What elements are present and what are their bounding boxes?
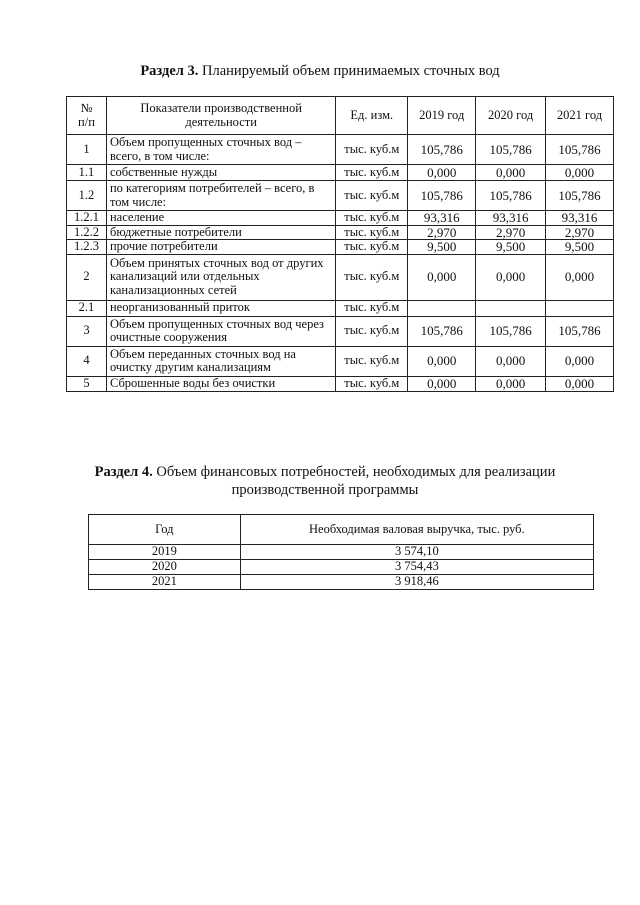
row-value-2021	[546, 300, 614, 316]
row-indicator: Сброшенные воды без очистки	[106, 376, 335, 391]
row-revenue: 3 754,43	[240, 560, 593, 575]
row-indicator: Объем переданных сточных вод на очистку другим канализациям	[106, 346, 335, 376]
row-unit: тыс. куб.м	[336, 254, 408, 300]
row-value-2021: 93,316	[546, 211, 614, 226]
row-num: 2.1	[67, 300, 107, 316]
row-year: 2021	[89, 575, 241, 590]
row-num: 1	[67, 135, 107, 165]
row-value-2021: 0,000	[546, 376, 614, 391]
row-num: 1.2.3	[67, 240, 107, 255]
row-value-2021: 0,000	[546, 346, 614, 376]
row-value-2021: 105,786	[546, 181, 614, 211]
row-value-2020	[476, 300, 546, 316]
table-row	[67, 376, 614, 391]
section3-heading	[0, 62, 640, 80]
row-value-2020: 105,786	[476, 316, 546, 346]
table-row	[67, 211, 614, 226]
table-row	[89, 560, 594, 575]
row-indicator: собственные нужды	[106, 165, 335, 181]
row-value-2019: 0,000	[408, 254, 476, 300]
row-indicator: по категориям потребителей – всего, в том числе:	[106, 181, 335, 211]
row-num: 2	[67, 254, 107, 300]
row-year: 2019	[89, 545, 241, 560]
table-row	[67, 240, 614, 255]
row-value-2019: 0,000	[408, 165, 476, 181]
table-row	[67, 254, 614, 300]
header-num: № п/п	[67, 97, 107, 135]
row-value-2020: 93,316	[476, 211, 546, 226]
row-indicator: Объем пропущенных сточных вод – всего, в том числе:	[106, 135, 335, 165]
row-indicator: неорганизованный приток	[106, 300, 335, 316]
row-unit: тыс. куб.м	[336, 225, 408, 240]
row-num: 1.2.2	[67, 225, 107, 240]
header-2019: 2019 год	[408, 97, 476, 135]
row-num: 1.1	[67, 165, 107, 181]
table-row	[89, 545, 594, 560]
section4-label: Раздел 4.	[94, 464, 153, 480]
row-unit: тыс. куб.м	[336, 211, 408, 226]
financial-needs-table	[88, 514, 594, 590]
row-value-2019: 0,000	[408, 346, 476, 376]
table-row	[67, 181, 614, 211]
row-num: 1.2.1	[67, 211, 107, 226]
table-row	[67, 316, 614, 346]
row-value-2021: 105,786	[546, 135, 614, 165]
section3-title: Планируемый объем принимаемых сточных вод	[198, 63, 500, 79]
row-value-2019: 105,786	[408, 316, 476, 346]
header-year: Год	[89, 515, 241, 545]
table-header-row	[89, 515, 594, 545]
row-num: 5	[67, 376, 107, 391]
row-unit: тыс. куб.м	[336, 300, 408, 316]
row-unit: тыс. куб.м	[336, 316, 408, 346]
row-value-2019: 0,000	[408, 376, 476, 391]
row-num: 3	[67, 316, 107, 346]
row-value-2021: 0,000	[546, 254, 614, 300]
row-value-2020: 2,970	[476, 225, 546, 240]
header-2021: 2021 год	[546, 97, 614, 135]
table-row	[67, 300, 614, 316]
row-value-2021: 2,970	[546, 225, 614, 240]
row-unit: тыс. куб.м	[336, 165, 408, 181]
table-row	[67, 346, 614, 376]
row-value-2020: 9,500	[476, 240, 546, 255]
row-value-2021: 9,500	[546, 240, 614, 255]
row-value-2019: 2,970	[408, 225, 476, 240]
row-value-2019: 9,500	[408, 240, 476, 255]
row-value-2021: 0,000	[546, 165, 614, 181]
row-indicator: бюджетные потребители	[106, 225, 335, 240]
row-indicator: население	[106, 211, 335, 226]
row-unit: тыс. куб.м	[336, 181, 408, 211]
table-row	[67, 225, 614, 240]
row-indicator: прочие потребители	[106, 240, 335, 255]
row-value-2021: 105,786	[546, 316, 614, 346]
row-indicator: Объем пропущенных сточных вод через очистные сооружения	[106, 316, 335, 346]
row-value-2020: 0,000	[476, 376, 546, 391]
row-unit: тыс. куб.м	[336, 135, 408, 165]
row-value-2020: 0,000	[476, 346, 546, 376]
table-row	[67, 135, 614, 165]
row-value-2019: 93,316	[408, 211, 476, 226]
section3-label: Раздел 3.	[140, 63, 199, 79]
row-value-2020: 105,786	[476, 181, 546, 211]
table-row	[89, 575, 594, 590]
header-unit: Ед. изм.	[336, 97, 408, 135]
table-header-row	[67, 97, 614, 135]
header-indicator: Показатели производственной деятельности	[106, 97, 335, 135]
row-revenue: 3 574,10	[240, 545, 593, 560]
row-unit: тыс. куб.м	[336, 346, 408, 376]
header-revenue: Необходимая валовая выручка, тыс. руб.	[240, 515, 593, 545]
row-unit: тыс. куб.м	[336, 240, 408, 255]
section4-heading	[60, 463, 590, 499]
row-indicator: Объем принятых сточных вод от других канализаций или отдельных канализационных сетей	[106, 254, 335, 300]
row-num: 4	[67, 346, 107, 376]
section4-title: Объем финансовых потребностей, необходимых для реализации производственной программы	[152, 464, 556, 498]
row-unit: тыс. куб.м	[336, 376, 408, 391]
row-year: 2020	[89, 560, 241, 575]
row-num: 1.2	[67, 181, 107, 211]
row-value-2020: 105,786	[476, 135, 546, 165]
row-value-2020: 0,000	[476, 165, 546, 181]
row-value-2020: 0,000	[476, 254, 546, 300]
table-row	[67, 165, 614, 181]
row-value-2019	[408, 300, 476, 316]
wastewater-volume-table	[66, 96, 614, 392]
header-2020: 2020 год	[476, 97, 546, 135]
row-value-2019: 105,786	[408, 181, 476, 211]
row-value-2019: 105,786	[408, 135, 476, 165]
row-revenue: 3 918,46	[240, 575, 593, 590]
